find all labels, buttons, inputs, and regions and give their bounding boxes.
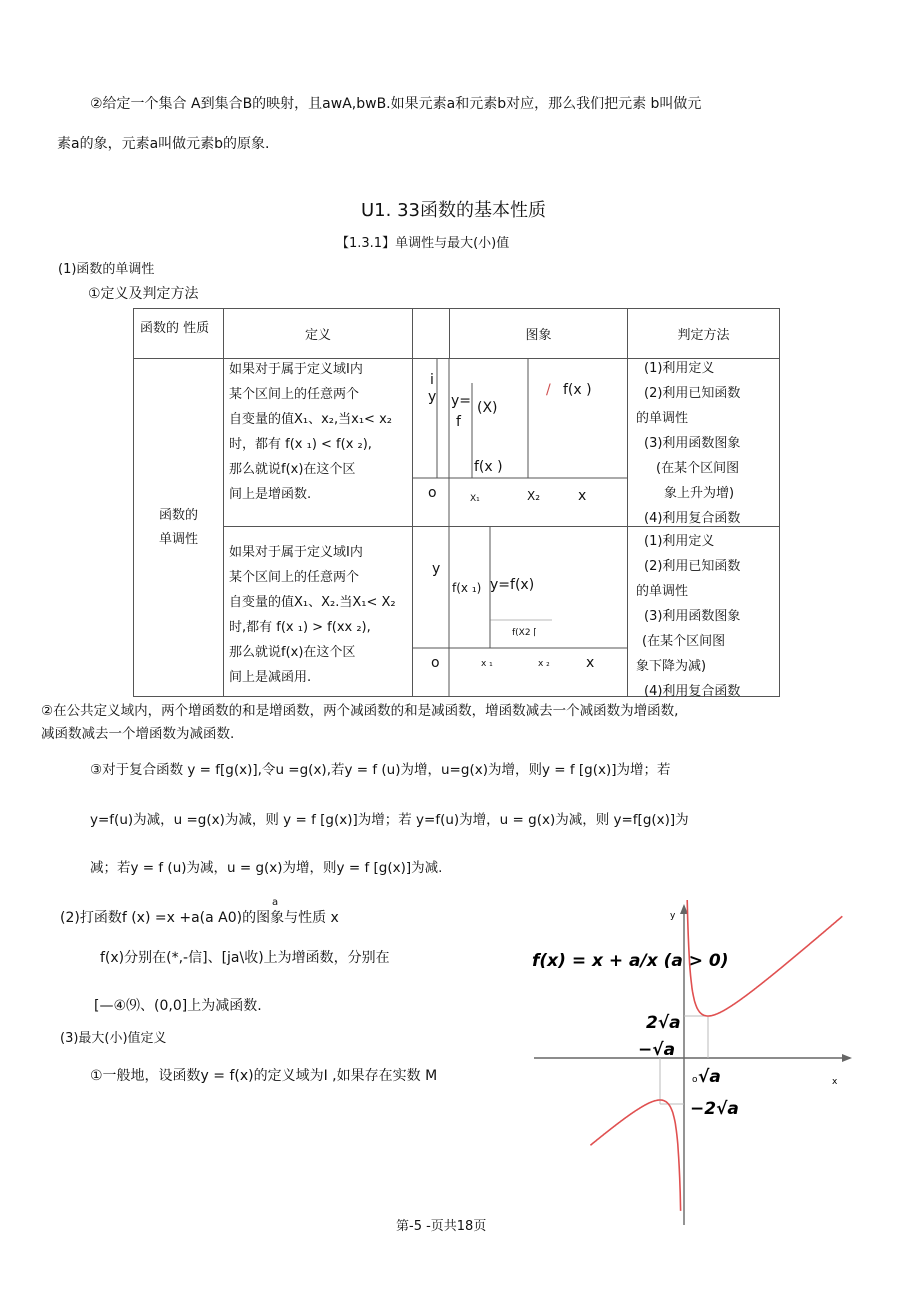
- dec-graph-yfx: y=f(x): [490, 577, 535, 593]
- property-line-2: 单调性: [158, 531, 198, 547]
- inc-graph-x1: X₁: [470, 494, 480, 504]
- dec-graph-fx1: f(x ₁): [452, 581, 482, 595]
- inc-graph-x2: X₂: [527, 489, 541, 503]
- figure-label-2sqrt-a: 2√a: [646, 1013, 681, 1033]
- increasing-definition-text: 如果对于属于定义域I内 某个区间上的任意两个 自变量的值X₁、x₂,当x₁< x₂ 时，都有 f(x ₁) < f(x ₂), 那么就说f(x)在这个区 间上是增函数.: [229, 362, 392, 502]
- figure-formula: f(x) = x + a/x (a > 0): [532, 951, 729, 971]
- rule-2-line-1: ②在公共定义域内，两个增函数的和是增函数，两个减函数的和是减函数，增函数减去一个减函数为增函数,: [41, 703, 679, 719]
- inc-graph-x-axis: x: [578, 488, 587, 504]
- intro-line-1: ②给定一个集合 A到集合B的映射，且awA,bwB.如果元素a和元素b对应，那么我们把元素 b叫做元: [90, 96, 702, 112]
- figure-label-sqrt-a: √a: [698, 1067, 721, 1087]
- heading-monotonicity: (1)函数的单调性: [58, 262, 155, 277]
- figure-origin-label: o: [692, 1075, 698, 1085]
- inc-graph-yeq: y=: [451, 393, 472, 409]
- dec-graph-x2: x ₂: [538, 659, 550, 669]
- dec-graph-fx2: f(X2 ⌈: [512, 628, 537, 638]
- hook-line-2: f(x)分别在(*,-信]、[ja\收)上为增函数，分别在: [100, 950, 390, 966]
- inc-graph-slash: /: [546, 382, 551, 398]
- header-property: 函数的 性质: [134, 309, 224, 359]
- rule-3-line-1: ③对于复合函数 y = f[g(x)],令u =g(x),若y = f (u)为增，u=g(x)为增，则y = f [g(x)]为增；若: [90, 762, 671, 778]
- inc-graph-X: (X): [477, 400, 498, 416]
- hook-curve-left-branch: [590, 1100, 680, 1211]
- rule-3-line-2: y=f(u)为减，u =g(x)为减，则 y = f [g(x)]为增；若 y=f(u)为增，u = g(x)为减，则 y=f[g(x)]为: [90, 812, 689, 828]
- heading-definition: ①定义及判定方法: [88, 286, 199, 302]
- decreasing-graph-lines: [412, 526, 628, 696]
- inc-graph-f: f: [456, 414, 461, 430]
- header-definition: 定义: [224, 309, 413, 359]
- header-graph: 图象: [450, 309, 628, 359]
- decreasing-definition-text: 如果对于属于定义域I内 某个区间上的任意两个 自变量的值X₁、X₂.当X₁< X₂ 时,都有 f(x ₁) > f(xx ₂), 那么就说f(x)在这个区 间上是减函用.: [229, 545, 396, 685]
- hook-line-3: [—④⑼、(0,0]上为减函数.: [94, 998, 262, 1014]
- section-subtitle: 【1.3.1】单调性与最大(小)值: [336, 236, 510, 251]
- figure-label-neg-2sqrt-a: −2√a: [690, 1099, 739, 1119]
- inc-graph-origin: o: [428, 485, 437, 501]
- dec-graph-x1: x ₁: [481, 659, 493, 669]
- dec-graph-origin: o: [431, 655, 440, 671]
- figure-x-arrow: [842, 1054, 852, 1062]
- hook-superscript: a: [272, 897, 279, 908]
- header-method: 判定方法: [628, 309, 780, 359]
- decreasing-methods-text: (1)利用定义 (2)利用已知函数 的单调性 (3)利用函数图象 (在某个区间图 象下降为减) (4)利用复合函数: [636, 534, 741, 699]
- dec-graph-x-axis: x: [586, 655, 595, 671]
- figure-y-label: y: [670, 911, 676, 921]
- hook-line-1: (2)打函数f (x) =x +a(a A0)的图象与性质 x: [60, 910, 339, 926]
- page-footer: 第-5 -页共18页: [396, 1219, 487, 1234]
- maxmin-line-1: ①一般地，设函数y = f(x)的定义域为I ,如果存在实数 M: [90, 1068, 438, 1084]
- increasing-graph-lines: [412, 358, 628, 526]
- increasing-methods-text: (1)利用定义 (2)利用已知函数 的单调性 (3)利用函数图象 (在某个区间图 象上升为增) (4)利用复合函数: [636, 361, 741, 526]
- property-line-1: 函数的: [158, 507, 198, 523]
- rule-3-line-3: 减；若y = f (u)为减，u = g(x)为增，则y = f [g(x)]为减.: [90, 860, 443, 876]
- figure-label-neg-sqrt-a: −√a: [638, 1040, 676, 1060]
- property-cell: [134, 359, 224, 697]
- figure-x-label: x: [832, 1077, 838, 1087]
- intro-line-2: 素a的象，元素a叫做元素b的原象.: [57, 136, 270, 152]
- maxmin-heading: (3)最大(小)值定义: [60, 1031, 167, 1046]
- inc-graph-i: i: [430, 372, 434, 388]
- rule-2-line-2: 减函数减去一个增函数为减函数.: [41, 726, 235, 742]
- inc-graph-fx1: f(x ): [474, 459, 503, 475]
- inc-graph-y: y: [428, 389, 437, 405]
- dec-graph-y: y: [432, 561, 441, 577]
- hook-function-figure: [520, 900, 860, 1230]
- section-title: U1. 33函数的基本性质: [361, 200, 546, 221]
- inc-graph-fx2: f(x ): [563, 382, 592, 398]
- header-blank: [413, 309, 450, 359]
